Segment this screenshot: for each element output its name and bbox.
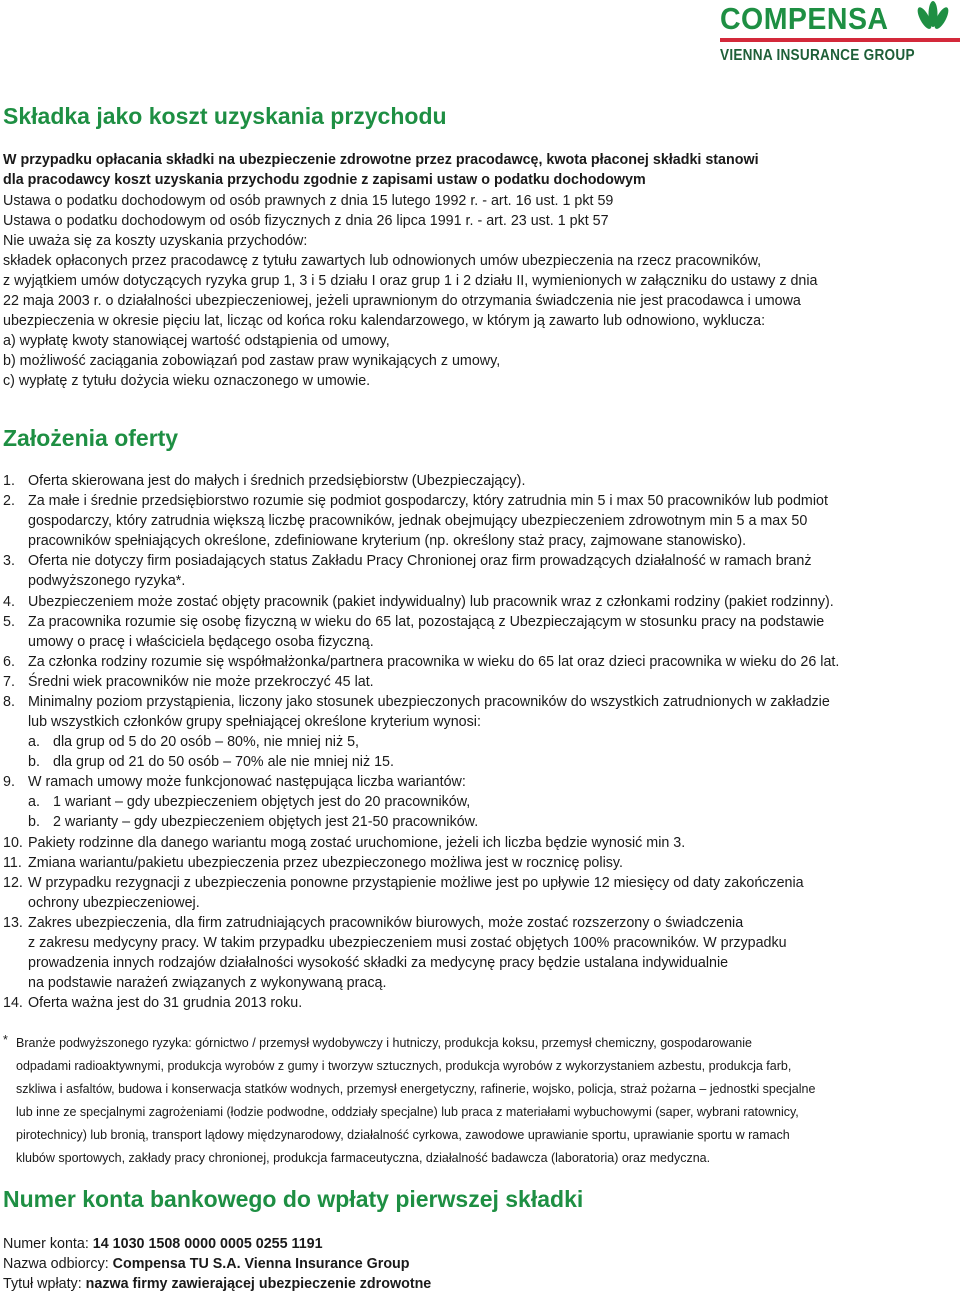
list-number: 2.: [3, 493, 15, 509]
list-item: Ubezpieczeniem może zostać objęty pracownik (pakiet indywidualny) lub pracownik wraz z członkami rodziny (pakiet rodzinny).: [28, 594, 834, 610]
footnote-mark: *: [3, 1033, 8, 1047]
list-item: W przypadku rezygnacji z ubezpieczenia ponowne przystąpienie możliwe jest po upływie 12 miesięcy od daty zakończenia: [28, 875, 804, 891]
text-line: składek opłaconych przez pracodawcę z tytułu zawartych lub odnowionych umów ubezpieczenia na rzecz pracowników,: [3, 253, 762, 269]
list-item: umowy o pracę i właściciela będącego osoba fizyczną.: [28, 634, 374, 650]
list-item: a) wypłatę kwoty stanowiącej wartość odstąpienia od umowy,: [3, 333, 390, 349]
list-number: 1.: [3, 473, 15, 489]
list-item: Pakiety rodzinne dla danego wariantu mogą zostać uruchomione, jeżeli ich liczba będzie wynosić min 3.: [28, 835, 686, 851]
text-line: 22 maja 2003 r. o działalności ubezpieczeniowej, jeżeli uprawnionym do otrzymania świadczenia nie jest pracodawca i umowa: [3, 293, 801, 309]
sub-item: dla grup od 21 do 50 osób – 70% ale nie mniej niż 15.: [53, 754, 394, 770]
field-label: Tytuł wpłaty:: [3, 1276, 86, 1292]
sub-letter: a.: [28, 734, 40, 750]
footnote-line: odpadami radioaktywnymi, produkcja wyrobów z gumy i tworzyw sztucznych, produkcja wyrobów z wykorzystaniem azbestu, produkcja farb,: [16, 1059, 792, 1073]
list-item: gospodarczy, który zatrudnia większą liczbę pracowników, jednak obejmujący ubezpieczeniem zdrowotnym min 5 a max 50: [28, 513, 808, 529]
logo-red-line: [720, 38, 960, 42]
text-line: Ustawa o podatku dochodowym od osób prawnych z dnia 15 lutego 1992 r. - art. 16 ust. 1 pkt 59: [3, 193, 614, 209]
list-item: Minimalny poziom przystąpienia, liczony jako stosunek ubezpieczonych pracowników do wszystkich zatrudnionych w zakładzie: [28, 694, 830, 710]
list-number: 9.: [3, 774, 15, 790]
sub-letter: a.: [28, 794, 40, 810]
text-line: z wyjątkiem umów dotyczących ryzyka grup 1, 3 i 5 działu I oraz grup 1 i 2 działu II, wymienionych w załączniku do ustawy z dnia: [3, 273, 818, 289]
sub-item: 2 warianty – gdy ubezpieczeniem objętych jest 21-50 pracowników.: [53, 814, 479, 830]
footnote-line: lub inne ze specjalnymi zagrożeniami (łodzie podwodne, oddziały specjalne) lub praca z materiałami wybuchowymi (saper, wybrani ratownicy,: [16, 1105, 799, 1119]
section-title-cost: Składka jako koszt uzyskania przychodu: [3, 103, 447, 129]
list-item: c) wypłatę z tytułu dożycia wieku oznaczonego w umowie.: [3, 373, 371, 389]
sub-letter: b.: [28, 754, 40, 770]
list-item: podwyższonego ryzyka*.: [28, 573, 186, 589]
account-number: 14 1030 1508 0000 0005 0255 1191: [92, 1236, 323, 1252]
list-item: Za pracownika rozumie się osobę fizyczną w wieku do 65 lat, pozostającą z Ubezpieczającym w stosunku pracy na podstawie: [28, 614, 825, 630]
footnote-line: klubów sportowych, zakłady pracy chronionej, produkcja farmaceutyczna, działalność badawcza (laboratoria) oraz medyczna.: [16, 1151, 711, 1165]
list-number: 11.: [3, 855, 22, 871]
text-line: W przypadku opłacania składki na ubezpieczenie zdrowotne przez pracodawcę, kwota płaconej składki stanowi: [3, 152, 759, 168]
logo-wordmark: COMPENSA: [720, 1, 889, 36]
list-item: lub wszystkich członków grupy spełniającej określone kryterium wynosi:: [28, 714, 481, 730]
recipient-row: [3, 1254, 410, 1274]
leaf-fan-icon: [908, 0, 958, 36]
list-item: Średni wiek pracowników nie może przekroczyć 45 lat.: [28, 674, 374, 690]
section-title-offer: Założenia oferty: [3, 425, 179, 451]
text-line: Nie uważa się za koszty uzyskania przychodów:: [3, 233, 308, 249]
list-item: Oferta skierowana jest do małych i średnich przedsiębiorstw (Ubezpieczający).: [28, 473, 526, 489]
list-number: 5.: [3, 614, 15, 630]
company-logo: [720, 0, 960, 66]
list-item: prowadzenia innych rodzajów działalności wysokość składki za medycynę pracy będzie ustalana indywidualnie: [28, 955, 729, 971]
field-label: Nazwa odbiorcy:: [3, 1256, 113, 1272]
list-number: 10.: [3, 835, 23, 851]
payment-title-row: [3, 1274, 431, 1294]
footnote-line: pirotechnicy) lub bronią, transport lądowy międzynarodowy, działalność cyrkowa, zawodowe uprawianie sportu, uprawianie sportu w ramach: [16, 1128, 790, 1142]
list-item: W ramach umowy może funkcjonować następująca liczba wariantów:: [28, 774, 466, 790]
text-line: dla pracodawcy koszt uzyskania przychodu zgodnie z zapisami ustaw o podatku dochodowym: [3, 172, 646, 188]
list-item: z zakresu medycyny pracy. W takim przypadku ubezpieczeniem musi zostać objętych 100% pracowników. W przypadku: [28, 935, 787, 951]
list-item: Zakres ubezpieczenia, dla firm zatrudniających pracowników biurowych, może zostać rozszerzony o świadczenia: [28, 915, 744, 931]
sub-letter: b.: [28, 814, 40, 830]
section-title-bank: Numer konta bankowego do wpłaty pierwszej składki: [3, 1186, 584, 1212]
list-number: 12.: [3, 875, 23, 891]
text-line: Ustawa o podatku dochodowym od osób fizycznych z dnia 26 lipca 1991 r. - art. 23 ust. 1 pkt 57: [3, 213, 609, 229]
list-item: Oferta ważna jest do 31 grudnia 2013 roku.: [28, 995, 303, 1011]
sub-item: dla grup od 5 do 20 osób – 80%, nie mniej niż 5,: [53, 734, 360, 750]
footnote-line: szkliwa i asfaltów, budowa i konserwacja statków wodnych, przemysł energetyczny, rafinerie, wojsko, policja, straż pożarna – jednostki specjalne: [16, 1082, 816, 1096]
list-item: Za członka rodziny rozumie się współmałżonka/partnera pracownika w wieku do 65 lat oraz dzieci pracownika w wieku do 26 lat.: [28, 654, 840, 670]
field-label: Numer konta:: [3, 1236, 93, 1252]
list-item: Oferta nie dotyczy firm posiadających status Zakładu Pracy Chronionej oraz firm prowadzących działalność w ramach branż: [28, 553, 812, 569]
list-item: na podstawie narażeń związanych z wykonywaną pracą.: [28, 975, 387, 991]
list-number: 14.: [3, 995, 23, 1011]
list-item: b) możliwość zaciągania zobowiązań pod zastaw praw wynikających z umowy,: [3, 353, 501, 369]
recipient-name: Compensa TU S.A. Vienna Insurance Group: [112, 1256, 410, 1272]
list-number: 4.: [3, 594, 15, 610]
account-number-row: [3, 1234, 323, 1254]
payment-title: nazwa firmy zawierającej ubezpieczenie zdrowotne: [85, 1276, 432, 1292]
footnote-line: Branże podwyższonego ryzyka: górnictwo / przemysł wydobywczy i hutniczy, produkcja koksu, przemysł chemiczny, gospodarowanie: [16, 1036, 752, 1050]
list-number: 7.: [3, 674, 15, 690]
list-number: 8.: [3, 694, 15, 710]
list-number: 6.: [3, 654, 15, 670]
list-item: ochrony ubezpieczeniowej.: [28, 895, 200, 911]
sub-item: 1 wariant – gdy ubezpieczeniem objętych jest do 20 pracowników,: [53, 794, 471, 810]
list-number: 13.: [3, 915, 23, 931]
list-item: Zmiana wariantu/pakietu ubezpieczenia przez ubezpieczonego możliwa jest w rocznicę polisy.: [28, 855, 623, 871]
list-number: 3.: [3, 553, 15, 569]
logo-subtitle: VIENNA INSURANCE GROUP: [720, 47, 915, 64]
text-line: ubezpieczenia w okresie pięciu lat, licząc od końca roku kalendarzowego, w którym ją zawarto lub odnowiono, wyklucza:: [3, 313, 766, 329]
list-item: pracowników spełniających określone, zdefiniowane kryterium (np. określony staż pracy, zajmowane stanowisko).: [28, 533, 747, 549]
list-item: Za małe i średnie przedsiębiorstwo rozumie się podmiot gospodarczy, który zatrudnia min 5 i max 50 pracowników lub podmiot: [28, 493, 828, 509]
